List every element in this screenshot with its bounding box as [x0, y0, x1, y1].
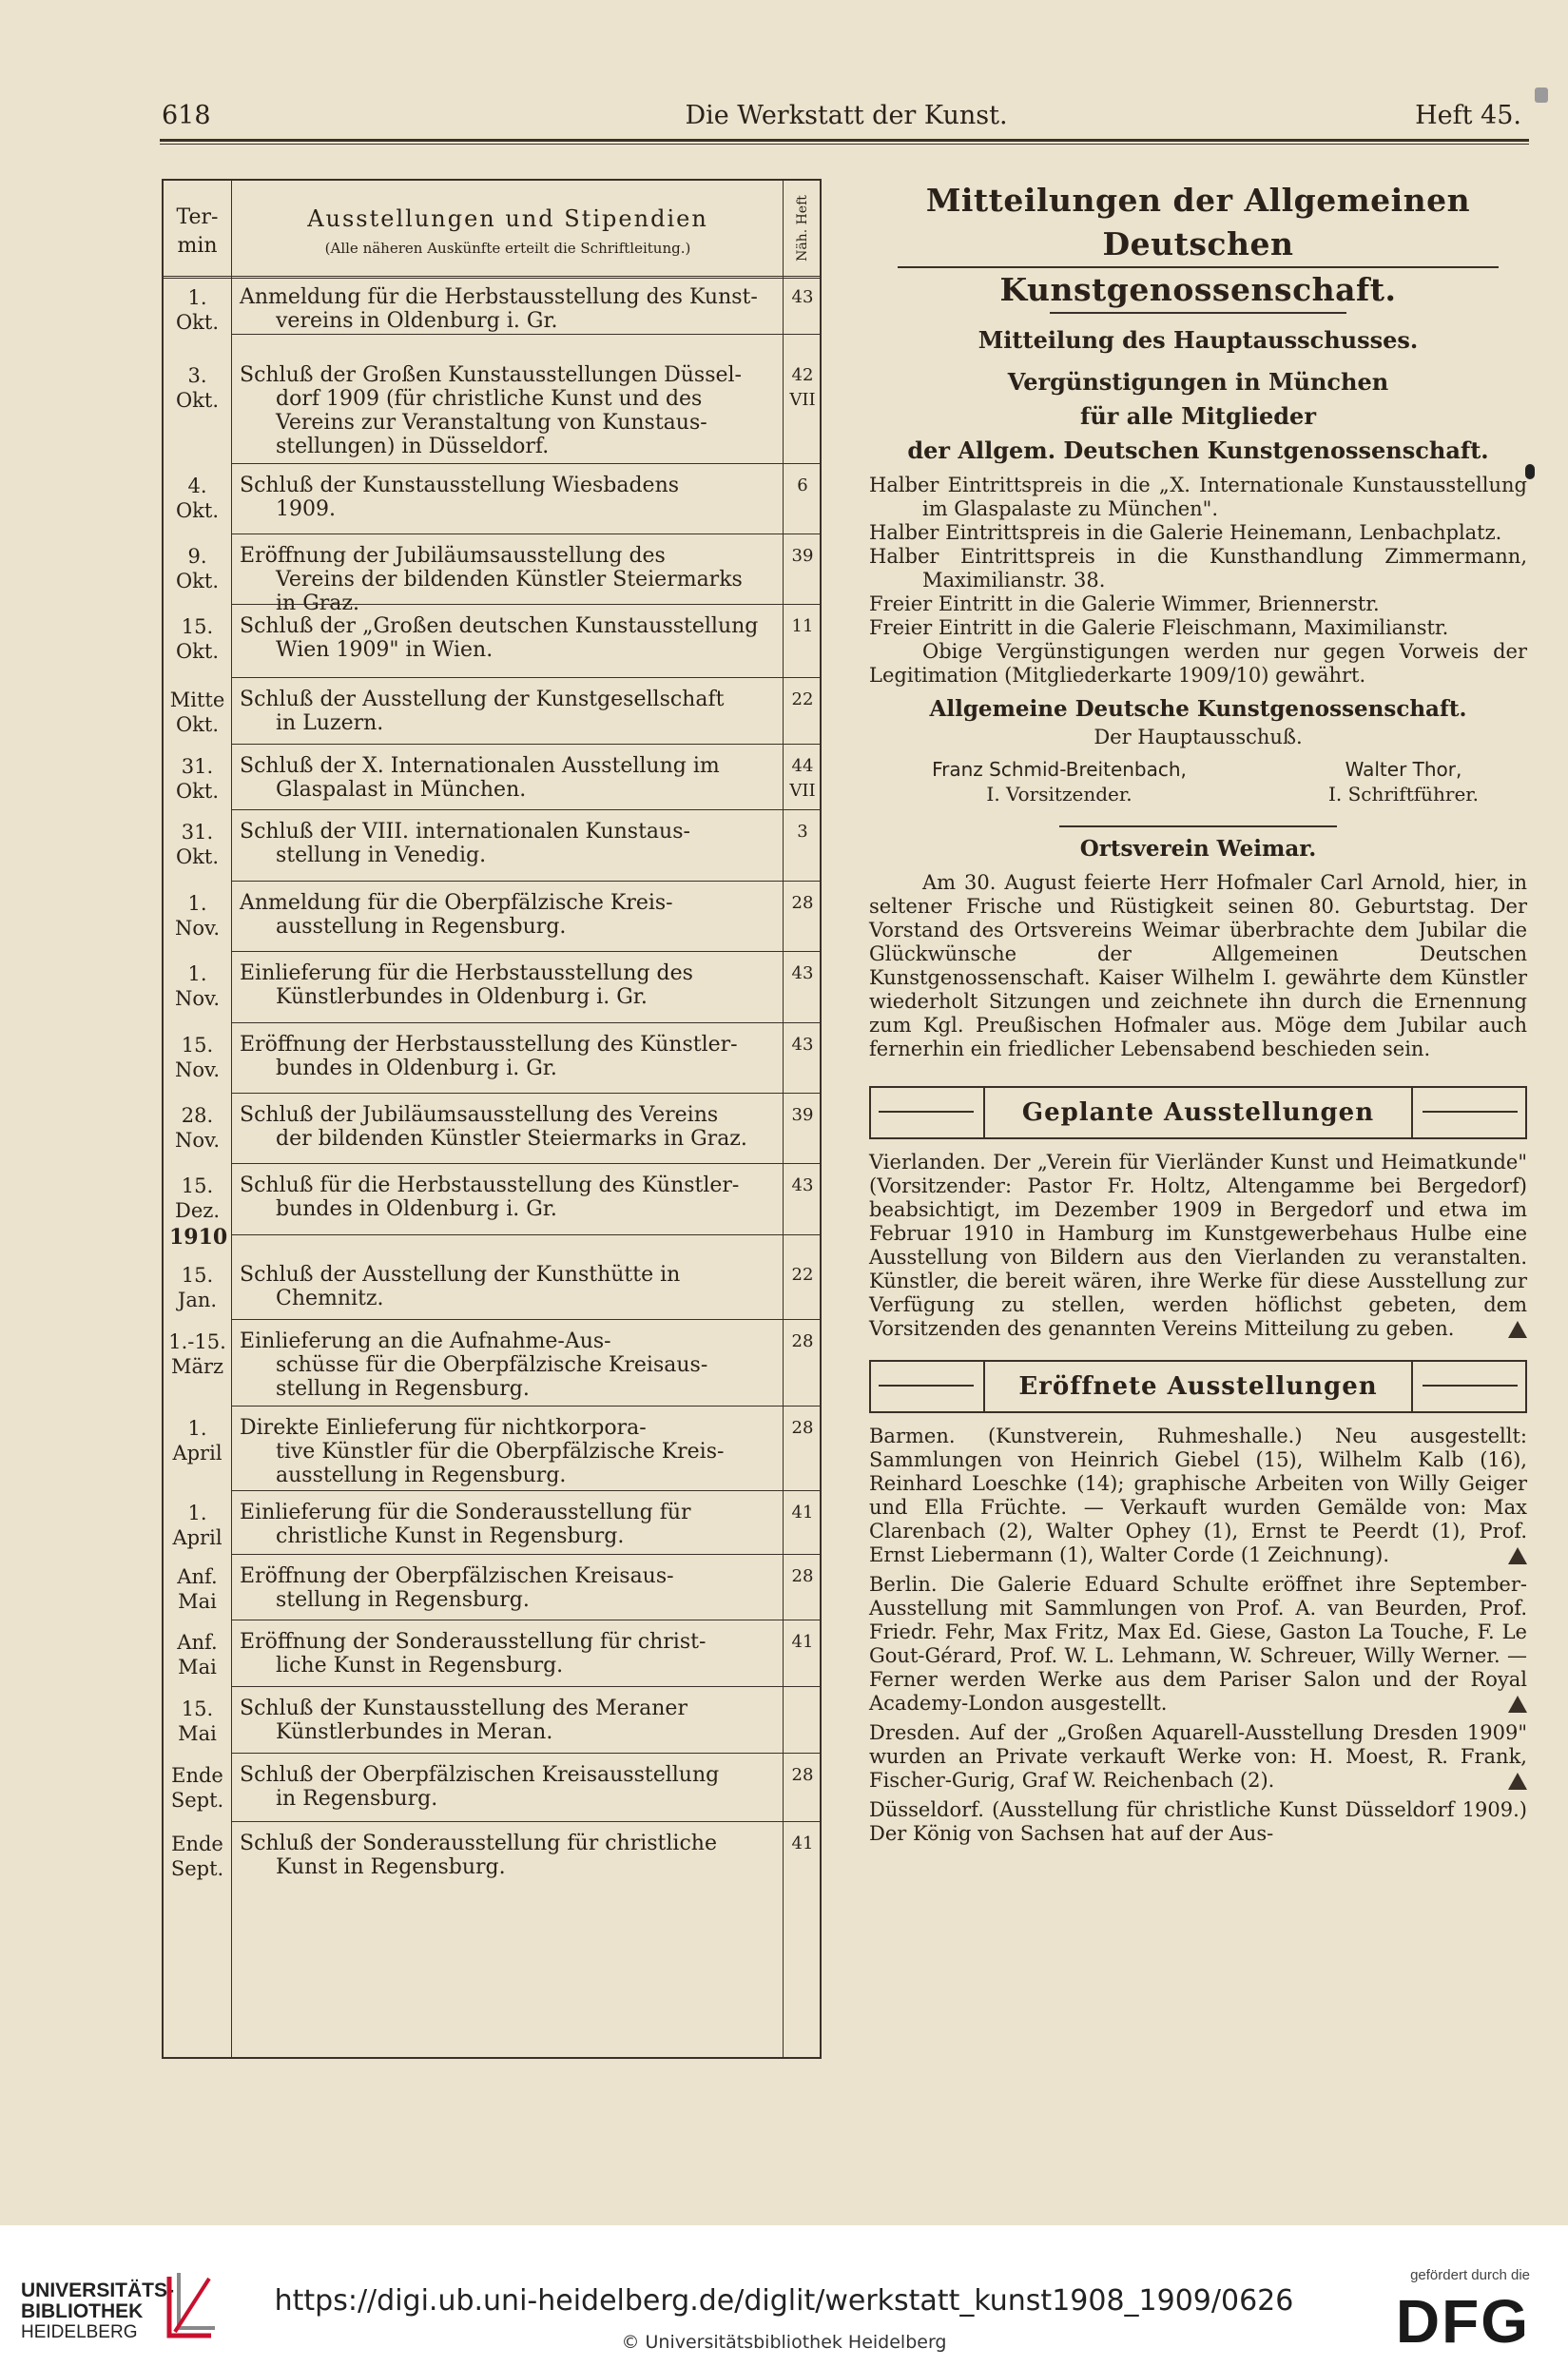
permalink-url[interactable]: https://digi.ub.uni-heidelberg.de/diglit/werkstatt_kunst1908_1909/0626 [274, 2284, 1294, 2318]
row-issue-ref: 43 [791, 963, 814, 984]
benefit-note: Obige Vergünstigungen werden nur gegen Vorweis der Legitimation (Mitgliederkarte 1909/10) gewährt. [869, 640, 1527, 687]
row-description: Schluß der Großen Kunstausstellungen Düssel- dorf 1909 (für christliche Kunst und des Vereins zur Veranstaltung von Kunstaus- stellungen) in Düsseldorf. [240, 363, 742, 459]
benefits-heading-3: der Allgem. Deutschen Kunstgenossenschaft. [907, 437, 1489, 464]
row-issue-ref: 41 [791, 1833, 814, 1853]
row-issue-ref: 28 [791, 1764, 814, 1785]
row-issue-ref: 22 [791, 1265, 814, 1285]
copyright-notice: © Universitätsbibliothek Heidelberg [621, 2332, 947, 2353]
benefits-heading-2: für alle Mitglieder [1080, 402, 1316, 430]
row-description: Anmeldung für die Herbstausstellung des Kunst- vereins in Oldenburg i. Gr. [240, 285, 758, 333]
funding-note: gefördert durch die [1410, 2267, 1530, 2283]
weimar-heading: Ortsverein Weimar. [1079, 836, 1317, 862]
row-issue-ref: 44 VII [789, 755, 816, 801]
barmen-text: Barmen. (Kunstverein, Ruhmeshalle.) Neu ausgestellt: Sammlungen von Heinrich Giebel (15), Wilhelm Kalb (16), Reinhard Loeschke (14); graphische Arbeiten von Willy Geiger und Ella Früchte. — Verkauft wurden Gemälde von: Max Clarenbach (2), Walter Ophey (1), Ernst te Peerdt (1), Prof. Ernst Liebermann (1), Walter Corde (1 Zeichnung). [869, 1425, 1527, 1566]
row-issue-ref: 28 [791, 1565, 814, 1586]
row-issue-ref: 39 [791, 546, 814, 566]
benefit-item: Halber Eintrittspreis in die Kunsthandlung Zimmermann, Maximilianstr. 38. [869, 545, 1527, 592]
row-date: 15. Nov. [174, 1033, 221, 1081]
berlin-text: Berlin. Die Galerie Eduard Schulte eröffnet ihre September-Ausstellung mit Sammlungen von Prof. A. van Beurden, Prof. Friedr. Fehr, Max Fritz, Max Ed. Giese, Gaston La Touche, F. Le Gout-Gérard, Prof. W. L. Lehmann, W. Schreuer, Willy Werner. — Ferner werden Werke aus dem Pariser Salon und der Royal Academy-London ausgestellt. [869, 1573, 1527, 1715]
table-row [164, 1023, 820, 1094]
table-row [164, 1253, 820, 1320]
weimar-text: Am 30. August feierte Herr Hofmaler Carl Arnold, hier, in seltener Frische und Rüstigkeit seinen 80. Geburtstag. Der Vorstand des Ortsvereins Weimar überbrachte dem Jubilar die Glückwünsche der Allgemeinen Deutschen Kunstgenossenschaft. Kaiser Wilhelm I. gewährte dem Künstler wiederholt Sitzungen und zeichnete ihn durch die Ernennung zum Kgl. Preußischen Hofmaler aus. Möge dem Jubilar auch fernerhin ein friedlicher Lebensabend beschieden sein. [869, 871, 1527, 1060]
subtitle-header: (Alle näheren Auskünfte erteilt die Schriftleitung.) [324, 240, 691, 257]
row-description: Schluß der Kunstausstellung des Meraner Künstlerbundes in Meran. [240, 1697, 687, 1744]
row-description: Einlieferung für die Sonderausstellung für christliche Kunst in Regensburg. [240, 1500, 691, 1548]
opened-exhibitions-heading: Eröffnete Ausstellungen [983, 1360, 1413, 1413]
row-issue-ref: 43 [791, 287, 814, 307]
row-date: 31. Okt. [175, 821, 220, 869]
table-row [164, 354, 820, 463]
chairman-role: I. Vorsitzender. [986, 783, 1132, 805]
row-description: Schluß der Sonderausstellung für christliche Kunst in Regensburg. [240, 1831, 717, 1879]
row-divider [232, 334, 820, 335]
row-date: 1. Nov. [174, 962, 221, 1011]
year-marker: 1910 [169, 1225, 228, 1250]
row-issue-ref: 41 [791, 1502, 814, 1523]
table-header [164, 181, 820, 279]
running-header [162, 101, 1531, 139]
row-issue-ref: 43 [791, 1175, 814, 1196]
table-row [164, 1687, 820, 1754]
row-date: 1. April [172, 1416, 223, 1465]
table-row [164, 1620, 820, 1687]
planned-exhibitions-heading: Geplante Ausstellungen [983, 1086, 1413, 1139]
row-date: 31. Okt. [175, 754, 220, 803]
row-description: Eröffnung der Oberpfälzischen Kreisaus- stellung in Regensburg. [240, 1563, 674, 1612]
row-issue-ref: 3 [797, 822, 808, 843]
benefit-item: Halber Eintrittspreis in die „X. Internationale Kunstausstellung im Glaspalaste zu München". [869, 474, 1527, 520]
row-date: 1.-15. März [168, 1329, 226, 1378]
heft-header: Näh. Heft [795, 195, 810, 262]
title-underline [1050, 312, 1346, 314]
row-date: 9. Okt. [175, 545, 220, 592]
row-date: 1. Nov. [174, 891, 221, 940]
end-mark-icon [1508, 1773, 1527, 1790]
dresden-text: Dresden. Auf der „Großen Aquarell-Ausstellung Dresden 1909" wurden an Private verkauft Werke von: H. Moest, R. Frank, Fischer-Gurig, Graf W. Reichenbach (2). [869, 1721, 1527, 1792]
table-row [164, 1320, 820, 1407]
right-column [869, 179, 1527, 1846]
table-row [164, 464, 820, 534]
table-row [164, 745, 820, 811]
table-row [164, 810, 820, 881]
row-date: 15. Dez. [174, 1174, 220, 1223]
signature-chairman [907, 757, 1211, 806]
row-description: Direkte Einlieferung für nichtkorpora- tive Künstler für die Oberpfälzische Kreis- ausstellung in Regensburg. [240, 1415, 725, 1487]
table-row [164, 534, 820, 615]
planned-exhibitions-box [869, 1086, 1527, 1139]
end-mark-icon [1508, 1696, 1527, 1713]
subsection-heading: Mitteilung des Hauptausschusses. [978, 326, 1419, 354]
row-issue-ref: 41 [791, 1632, 814, 1653]
table-row [164, 1164, 820, 1234]
row-divider [232, 1234, 820, 1235]
row-description: Schluß der „Großen deutschen Kunstausstellung Wien 1909" in Wien. [240, 614, 759, 663]
row-description: Schluß der Kunstausstellung Wiesbadens 1909. [240, 473, 680, 521]
row-description: Schluß der Oberpfälzischen Kreisausstellung in Regensburg. [240, 1762, 720, 1811]
table-row [164, 276, 820, 335]
exhibition-calendar-table [162, 179, 822, 2059]
row-description: Eröffnung der Jubiläumsausstellung des Vereins der bildenden Künstler Steiermarks in Graz. [240, 544, 743, 615]
section-title-2: Kunstgenossenschaft. [999, 271, 1397, 308]
row-date: Mitte Okt. [169, 689, 225, 737]
row-divider [784, 334, 822, 335]
benefits-heading: Vergünstigungen in München [1007, 368, 1389, 396]
header-rule-thin [160, 144, 1529, 145]
row-issue-ref: 28 [791, 892, 814, 913]
row-issue-ref: 6 [797, 475, 808, 495]
row-date: 15. Jan. [177, 1264, 218, 1311]
page-number: 618 [162, 101, 211, 130]
row-description: Schluß der Ausstellung der Kunsthütte in Chemnitz. [240, 1263, 681, 1310]
row-description: Schluß für die Herbstausstellung des Künstler- bundes in Oldenburg i. Gr. [240, 1174, 740, 1222]
end-mark-icon [1508, 1321, 1527, 1338]
row-date: Ende Sept. [170, 1763, 224, 1812]
row-issue-ref: 11 [791, 616, 814, 637]
row-date: Anf. Mai [177, 1631, 218, 1679]
row-date: 15. Mai [178, 1698, 217, 1745]
row-issue-ref: 43 [791, 1034, 814, 1055]
chairman-name: Franz Schmid-Breitenbach, [932, 758, 1187, 781]
row-description: Eröffnung der Sonderausstellung für christ- liche Kunst in Regensburg. [240, 1630, 707, 1678]
signatures [869, 757, 1527, 810]
row-description: Schluß der Ausstellung der Kunstgesellschaft in Luzern. [240, 688, 725, 736]
signature-secretary [1299, 757, 1508, 806]
row-date: Ende Sept. [170, 1832, 224, 1880]
row-date: 4. Okt. [175, 474, 220, 522]
journal-title: Die Werkstatt der Kunst. [685, 101, 1008, 130]
row-issue-ref: 42 VII [789, 365, 816, 411]
end-mark-icon [1508, 1547, 1527, 1564]
benefit-item: Freier Eintritt in die Galerie Wimmer, Briennerstr. [869, 592, 1380, 615]
row-description: Einlieferung an die Aufnahme-Aus- schüsse für die Oberpfälzische Kreisaus- stellung in Regensburg. [240, 1329, 708, 1401]
table-row [164, 882, 820, 952]
row-date: 3. Okt. [175, 364, 220, 413]
row-description: Schluß der Jubiläumsausstellung des Vereins der bildenden Künstler Steiermarks in Graz. [240, 1103, 747, 1151]
vierlanden-text: Vierlanden. Der „Verein für Vierländer Kunst und Heimatkunde" (Vorsitzender: Pastor Fr. Holtz, Altengamme bei Bergedorf) beabsichtigt, im Dezember 1909 in Bergedorf und etwa im Februar 1910 in Hamburg im Kunstgewerbehaus Hulbe eine Ausstellung von Bildern aus den Vierlanden zu veranstalten. Künstler, die bereit wären, ihre Werke für diese Ausstellung zur Verfügung zu stellen, werden höflichst gebeten, dem Vorsitzenden des genannten Vereins Mitteilung zu geben. [869, 1151, 1527, 1340]
table-row [164, 1094, 820, 1164]
table-row [164, 1822, 820, 1902]
row-divider [784, 1234, 822, 1235]
row-date: 15. Okt. [175, 615, 220, 664]
benefit-item: Halber Eintrittspreis in die Galerie Heinemann, Lenbachplatz. [869, 521, 1502, 544]
row-issue-ref: 28 [791, 1417, 814, 1438]
row-date: 1. April [172, 1501, 223, 1549]
row-date: 1. Okt. [175, 286, 220, 334]
page-corner-mark [1535, 87, 1548, 103]
row-issue-ref: 22 [791, 689, 814, 710]
row-description: Anmeldung für die Oberpfälzische Kreis- ausstellung in Regensburg. [240, 890, 673, 939]
secretary-role: I. Schriftführer. [1327, 783, 1480, 805]
benefit-item: Freier Eintritt in die Galerie Fleischmann, Maximilianstr. [869, 616, 1449, 639]
secretary-name: Walter Thor, [1345, 758, 1462, 781]
row-date: Anf. Mai [177, 1564, 218, 1613]
row-issue-ref: 39 [791, 1105, 814, 1125]
header-rule [160, 139, 1529, 142]
row-description: Eröffnung der Herbstausstellung des Künstler- bundes in Oldenburg i. Gr. [240, 1032, 738, 1080]
dfg-logo: DFG [1395, 2287, 1530, 2356]
table-row [164, 1491, 820, 1555]
section-divider [1059, 825, 1337, 827]
table-row [164, 952, 820, 1022]
duesseldorf-text: Düsseldorf. (Ausstellung für christliche Kunst Düsseldorf 1909.) Der König von Sachsen hat auf der Aus- [869, 1798, 1527, 1845]
row-description: Schluß der X. Internationalen Ausstellung im Glaspalast in München. [240, 753, 720, 802]
row-description: Einlieferung für die Herbstausstellung des Künstlerbundes in Oldenburg i. Gr. [240, 961, 693, 1010]
table-row [164, 1754, 820, 1822]
table-row [164, 605, 820, 678]
row-issue-ref: 28 [791, 1330, 814, 1351]
opened-exhibitions-box [869, 1360, 1527, 1413]
table-row [164, 678, 820, 745]
table-row [164, 1555, 820, 1621]
row-date: 28. Nov. [174, 1104, 221, 1152]
row-description: Schluß der VIII. internationalen Kunstaus- stellung in Venedig. [240, 820, 690, 868]
title-header: Ausstellungen und Stipendien [307, 205, 708, 232]
committee-name: Der Hauptausschuß. [1094, 726, 1303, 748]
organisation-name: Allgemeine Deutsche Kunstgenossenschaft. [929, 696, 1467, 722]
issue-number: Heft 45. [1415, 101, 1521, 130]
termin-header: Ter- min [176, 205, 219, 258]
library-name: UNIVERSITÄTS- BIBLIOTHEK HEIDELBERG [21, 2280, 175, 2342]
section-title: Mitteilungen der Allgemeinen Deutschen [925, 182, 1471, 262]
table-row [164, 1407, 820, 1491]
